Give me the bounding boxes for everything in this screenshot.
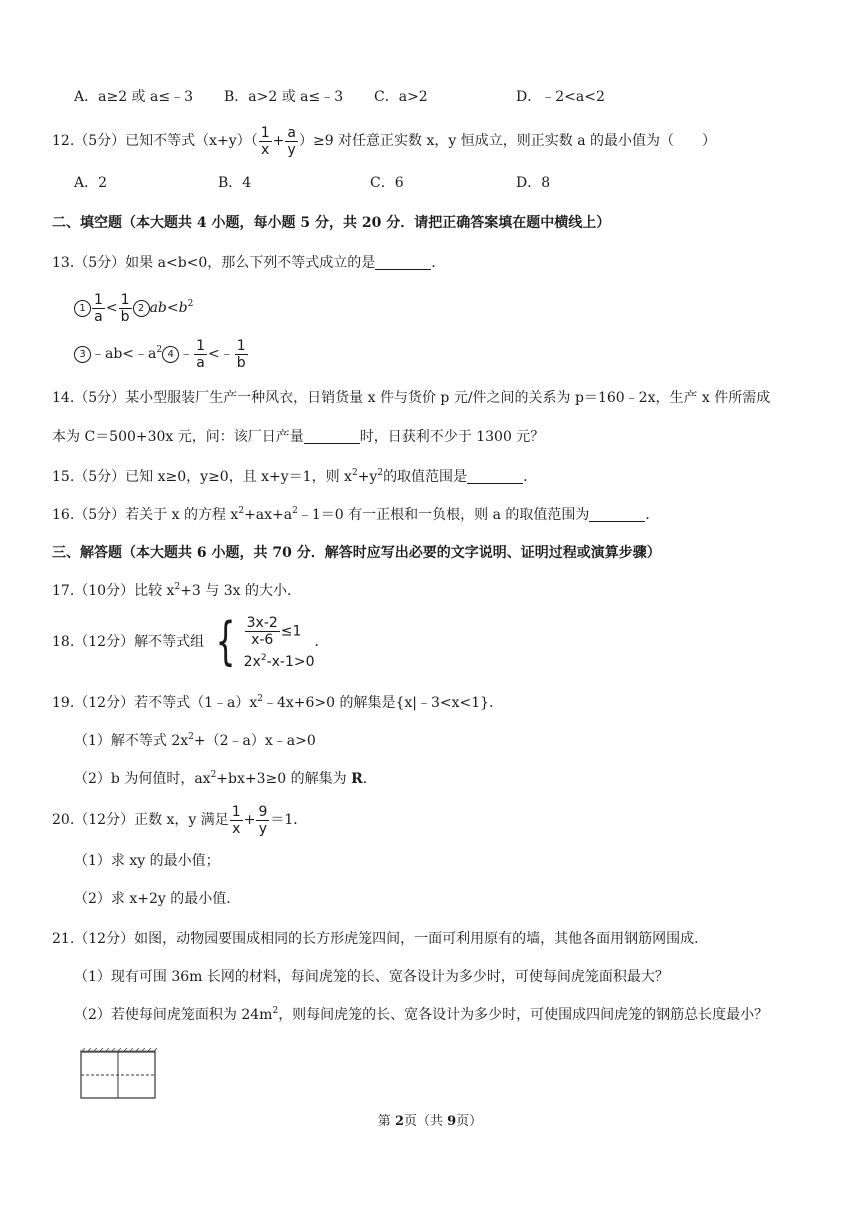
q15-answer-blank [467, 467, 523, 484]
q12-option-d: D．8 [516, 175, 551, 191]
q20-stem: 20.（12分）正数 x，y 满足 $\frac{1}{x}$ + $\frac{9}{y}$ ＝1． [52, 803, 308, 837]
q14-answer-blank [304, 427, 360, 444]
page-number: 2 [394, 1114, 404, 1129]
q18-stem: 18.（12分）解不等式组 { $\frac{3x-2}{x-6}$ ≤1 $2x^2-x-1>0$ ． [52, 612, 329, 672]
page-footer: 第 2页（共 9页） [377, 1114, 483, 1129]
q16-answer-blank [589, 505, 645, 522]
q11-option-a: A．a≥2 或 a≤﹣3 [74, 89, 193, 105]
tiger-cage-figure [80, 1048, 160, 1102]
q11-option-d: D．﹣2<a<2 [516, 89, 605, 105]
q20-part-1: （1）求 xy 的最小值； [74, 853, 220, 869]
wall-hatching [80, 1048, 157, 1051]
q21-stem: 21.（12分）如图，动物园要围成相同的长方形虎笼四间，一面可利用原有的墙，其他各面用钢筋网围成． [52, 931, 709, 947]
q12-fraction-2: $\frac{a}{y}$ [287, 124, 296, 158]
q13-stem: 13.（5分）如果 a<b<0，那么下列不等式成立的是 ． [52, 255, 446, 271]
circled-number-2: 2 [133, 300, 150, 317]
q12-options [74, 170, 830, 196]
q12-option-c: C．6 [370, 175, 404, 191]
section-fill-in-heading: 二、填空题（本大题共 4 小题，每小题 5 分，共 20 分．请把正确答案填在题中横线上） [52, 215, 611, 231]
q19-stem: 19.（12分）若不等式$(1﹣a)x^2﹣4x+6>0$ 的解集是{x|﹣3<x<1}． [52, 694, 504, 711]
q11-option-c: C．a>2 [374, 89, 428, 105]
q11-option-b: B．a>2 或 a≤﹣3 [224, 89, 344, 105]
q13-answer-blank [375, 253, 431, 270]
q19-part-1: （1）解不等式 $2x^2+(2﹣a)x﹣a>0$ [74, 732, 316, 749]
q18-inequality-system: { $\frac{3x-2}{x-6}$ ≤1 $2x^2-x-1>0$ [215, 612, 315, 672]
q13-items-3-4: 3 $﹣ab<﹣a^2$ 4 ﹣ $\frac{1}{a}$ <﹣ $\frac{1}{b}$ [74, 336, 830, 372]
q14-line-1: 14.（5分）某小型服装厂生产一种风衣，日销货量 x 件与货价 p 元/件之间的关系为 p＝160﹣2x，生产 x 件所需成 [52, 390, 771, 406]
q12-option-b: B．4 [218, 175, 252, 191]
q21-part-1: （1）现有可围 36m 长网的材料，每间虎笼的长、宽各设计为多少时，可使每间虎笼面积最大？ [74, 969, 669, 985]
q17-stem: 17.（10分）比较 $x^2+3$ 与 3x 的大小． [52, 582, 301, 599]
q14-line-2: 本为 C＝500+30x 元，问：该厂日产量 时，日获利不少于 1300 元？ [52, 429, 545, 445]
q12-fraction-1: $\frac{1}{x}$ [260, 124, 270, 158]
q13-items-1-2: 1 $\frac{1}{a}$ < $\frac{1}{b}$ 2 $ab<b^2$ [74, 290, 830, 326]
q21-part-2: （2）若使每间虎笼面积为 $24m^2$，则每间虎笼的长、宽各设计为多少时，可使围成四间虎笼的钢筋总长度最小？ [74, 1006, 769, 1023]
q15-stem: 15.（5分）已知 x≥0，y≥0，且 x+y＝1，则 $x^2+y^2$的取值范围是 ． [52, 468, 538, 485]
q20-part-2: （2）求 x+2y 的最小值． [74, 891, 241, 907]
section-solution-heading: 三、解答题（本大题共 6 小题，共 70 分．解答时应写出必要的文字说明、证明过程或演算步骤） [52, 545, 661, 561]
circled-number-3: 3 [74, 346, 91, 363]
page-total: 9 [447, 1114, 457, 1129]
q12-option-a: A．2 [74, 175, 108, 191]
circled-number-1: 1 [74, 300, 91, 317]
q19-part-2: （2）b 为何值时，$ax^2+bx+3\ge 0$ 的解集为 R． [74, 770, 377, 787]
q12-stem: 12.（5分）已知不等式（x+y）（ $\frac{1}{x}$ + $\frac{a}{y}$ ）≥9 对任意正实数 x，y 恒成立，则正实数 a 的最小值为（ ） [52, 124, 717, 158]
circled-number-4: 4 [162, 346, 179, 363]
q16-stem: 16.（5分）若关于 x 的方程 $x^2+ax+a^2﹣1=0$ 有一正根和一负根，则 a 的取值范围为 ． [52, 506, 660, 523]
left-brace-icon: { [215, 612, 236, 672]
q11-options [74, 84, 830, 110]
